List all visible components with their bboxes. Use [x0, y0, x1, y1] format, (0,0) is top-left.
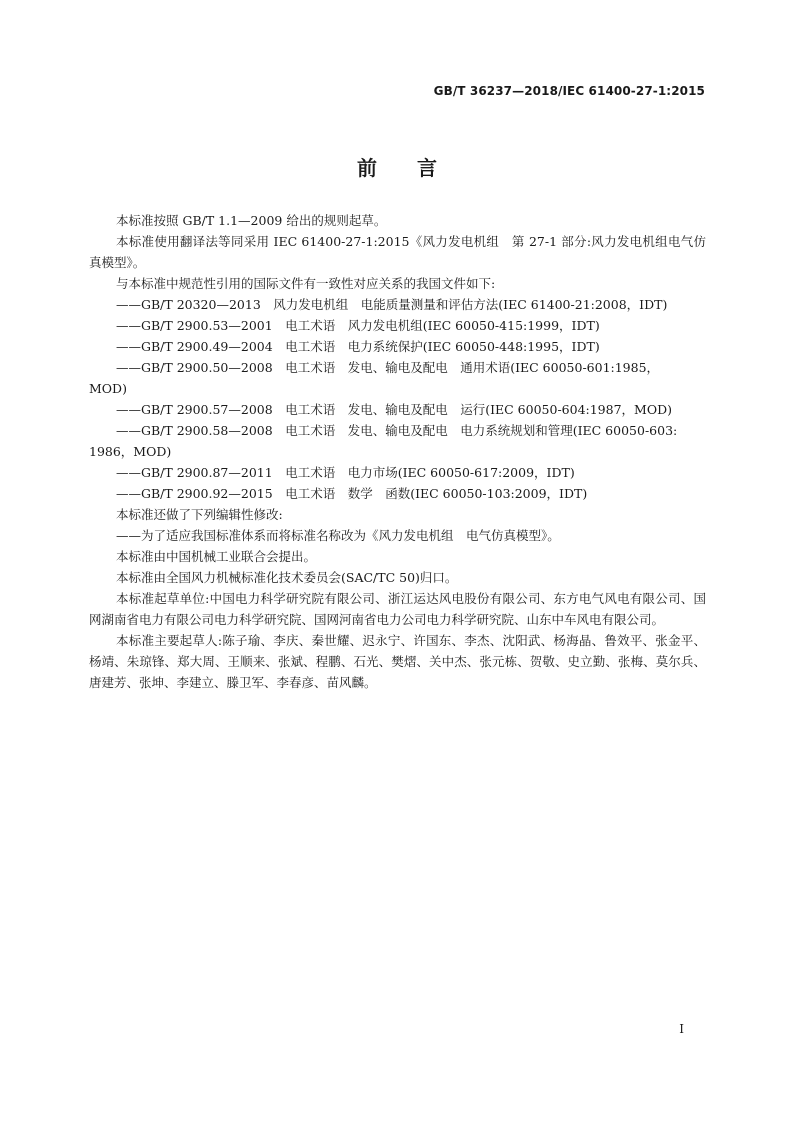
- standard-code-header: GB/T 36237—2018/IEC 61400-27-1:2015: [433, 84, 705, 98]
- reference-line: ——GB/T 2900.87—2011 电工术语 电力市场(IEC 60050-617:2009，IDT): [116, 465, 575, 480]
- reference-item: [89, 462, 706, 483]
- page-number: I: [679, 1022, 684, 1036]
- reference-item: [89, 399, 706, 420]
- reference-line-continued: MOD): [89, 381, 127, 396]
- paragraph-proposed-by: 本标准由中国机械工业联合会提出。: [116, 549, 317, 564]
- reference-line: ——GB/T 2900.50—2008 电工术语 发电、输电及配电 通用术语(IEC 60050-601:1985，: [116, 360, 660, 375]
- paragraph-editorial-change: ——为了适应我国标准体系而将标准名称改为《风力发电机组 电气仿真模型》。: [116, 528, 560, 543]
- foreword-body: [89, 210, 706, 693]
- paragraph-drafting-rules: 本标准按照 GB/T 1.1—2009 给出的规则起草。: [116, 213, 387, 228]
- paragraph-editorial-intro: 本标准还做了下列编辑性修改:: [116, 507, 283, 522]
- paragraph-drafters: 本标准主要起草人:陈子瑜、李庆、秦世耀、迟永宁、许国东、李杰、沈阳武、杨海晶、鲁效平、张金平、杨靖、朱琼锋、郑大周、王顺来、张斌、程鹏、石光、樊熠、关中杰、张元栋、贺敬、史立勤、张梅、莫尔兵、唐建芳、张坤、李建立、滕卫军、李春彦、苗风麟。: [89, 633, 706, 690]
- reference-line: ——GB/T 2900.58—2008 电工术语 发电、输电及配电 电力系统规划和管理(IEC 60050-603:: [116, 423, 678, 438]
- paragraph-adoption: 本标准使用翻译法等同采用 IEC 61400-27-1:2015《风力发电机组 第 27-1 部分:风力发电机组电气仿真模型》。: [89, 234, 706, 270]
- reference-line: ——GB/T 2900.92—2015 电工术语 数学 函数(IEC 60050-103:2009，IDT): [116, 486, 588, 501]
- paragraph-drafting-units: 本标准起草单位:中国电力科学研究院有限公司、浙江运达风电股份有限公司、东方电气风电有限公司、国网湖南省电力有限公司电力科学研究院、国网河南省电力公司电力科学研究院、山东中车风电有限公司。: [89, 591, 706, 627]
- reference-line: ——GB/T 2900.57—2008 电工术语 发电、输电及配电 运行(IEC 60050-604:1987，MOD): [116, 402, 672, 417]
- reference-item: [89, 336, 706, 357]
- reference-item: [89, 357, 706, 399]
- reference-item: [89, 483, 706, 504]
- reference-line: ——GB/T 2900.49—2004 电工术语 电力系统保护(IEC 60050-448:1995，IDT): [116, 339, 600, 354]
- reference-item: [89, 420, 706, 462]
- page-title: 前言: [357, 156, 477, 180]
- reference-line: ——GB/T 20320—2013 风力发电机组 电能质量测量和评估方法(IEC 61400-21:2008，IDT): [116, 297, 668, 312]
- reference-line: ——GB/T 2900.53—2001 电工术语 风力发电机组(IEC 60050-415:1999，IDT): [116, 318, 600, 333]
- reference-item: [89, 315, 706, 336]
- reference-line-continued: 1986，MOD): [89, 444, 172, 459]
- paragraph-administered-by: 本标准由全国风力机械标准化技术委员会(SAC/TC 50)归口。: [116, 570, 458, 585]
- reference-item: [89, 294, 706, 315]
- paragraph-references-intro: 与本标准中规范性引用的国际文件有一致性对应关系的我国文件如下:: [116, 276, 496, 291]
